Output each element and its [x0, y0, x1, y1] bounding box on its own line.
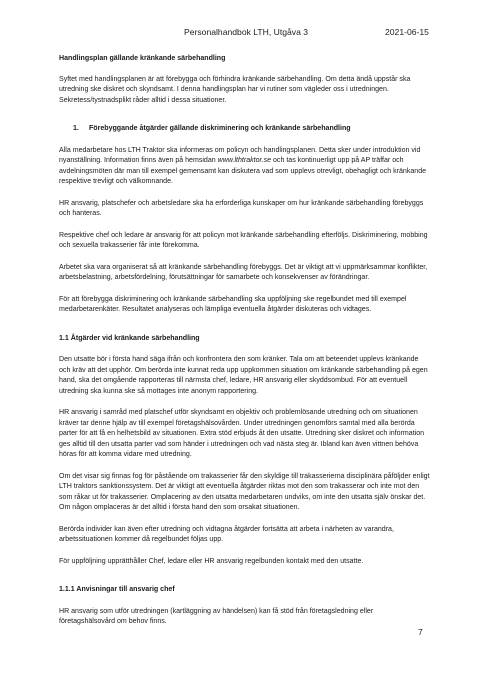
- section-1-paragraph-4: Arbetet ska vara organiserat så att kränkande särbehandling förebyggs. Det är viktigt att vi uppmärksammar konflikter, arbetsbelastning, arbetsfördelning, förutsättningar för samarbete och konsekvenser av förändringar.: [59, 263, 428, 281]
- section-1-1-1-paragraph-1: HR ansvarig som utför utredningen (kartläggning av händelsen) kan få stöd från företagsledning eller företagshälsovård om behov finns.: [59, 607, 374, 625]
- header-date: 2021-06-15: [385, 27, 429, 37]
- section-1-1-paragraph-3: Om det visar sig finnas fog för påstående om trakasserier får den skyldige till trakasserierna disciplinära påföljder enligt LTH traktors sanktionssystem. Det är viktigt att eventuella åtgärder riktas mot den som trakasserar och inte mot den som råkar ut för trakasserier. Omplacering av den utsatta medarbetaren undviks, om inte den utsatta själv önskar det. Om någon omplaceras är det alltid i första hand den som orsakat situationen.: [59, 472, 430, 511]
- s1-p1-text-b: och tas kontinuerligt upp på AP träffar och avdelningsmöten där man till exempel gemensamt kan diskutera vad som upplevs otrevligt, obehagligt och kränkande respektive trevligt och välkomnande.: [59, 157, 427, 185]
- section-1-1-paragraph-1: Den utsatte bör i första hand säga ifrån och konfrontera den som kränker. Tala om att beteendet upplevs kränkande och kräv att det upphör. Om berörda inte kunnat reda upp uppkommen situation om kränkande särbehandling på egen hand, ska det omgående rapporteras till närmsta chef, ledare, HR ansvarig eller skyddsombud. För att eventuell utredning ska kunna ske så mottages inte anonym rapportering.: [59, 356, 428, 395]
- section-1-1-paragraph-4: Berörda individer kan även efter utredning och vidtagna åtgärder fortsätta att arbeta i närheten av varandra, arbetssituationen kommer då regelbundet följas upp.: [59, 525, 394, 543]
- section-1-1-heading: 1.1 Åtgärder vid kränkande särbehandling: [59, 334, 200, 342]
- section-1-1-1-heading: 1.1.1 Anvisningar till ansvarig chef: [59, 586, 175, 593]
- main-heading: Handlingsplan gällande kränkande särbehandling: [59, 55, 226, 62]
- section-1-1-paragraph-5: För uppföljning upprätthåller Chef, ledare eller HR ansvarig regelbunden kontakt med den utsatte.: [59, 557, 364, 565]
- website-link[interactable]: www.lthtraktor.se: [217, 157, 272, 164]
- section-1-title: Förebyggande åtgärder gällande diskriminering och kränkande särbehandling: [89, 125, 351, 132]
- document-body: [59, 54, 431, 628]
- intro-paragraph: Syftet med handlingsplanen är att förebygga och förhindra kränkande särbehandling. Om detta ändå uppstår ska utredning ske diskret och skyndsamt. I denna handlingsplan har vi rutiner som vägleder oss i utredningen. Sekretess/tystnadsplikt råder alltid i dessa situationer.: [59, 75, 411, 104]
- section-1-paragraph-3: Respektive chef och ledare är ansvarig för att policyn mot kränkande särbehandling efterföljs. Diskriminering, mobbing och sexuella trakasserier får inte förekomma.: [59, 231, 428, 249]
- section-1-heading: [59, 124, 431, 135]
- page-number: 7: [418, 627, 423, 637]
- section-1-paragraph-1: [59, 146, 431, 188]
- section-1-paragraph-2: HR ansvarig, platschefer och arbetsledare ska ha erforderliga kunskaper om hur kränkande särbehandling förebyggs och hanteras.: [59, 199, 424, 217]
- s1-p1-text-a: Alla medarbetare hos LTH Traktor ska informeras om policyn och handlingsplanen. Detta sker under introduktion vid nyanställning. Information finns även på hemsidan: [59, 146, 421, 164]
- section-1-paragraph-5: För att förebygga diskriminering och kränkande särbehandling ska uppföljning ske regelbundet med till exempel medarbetarenkäter. Resultatet analyseras och lämpliga eventuella åtgärder diskuteras och vidtages.: [59, 295, 407, 313]
- section-1-number: 1.: [73, 125, 79, 132]
- section-1-1-paragraph-2: HR ansvarig i samråd med platschef utför skyndsamt en objektiv och problemlösande utredning och om situationen kräver tar denne hjälp av till exempel företagshälsovården. Under utredningen genomförs samtal med alla berörda parter för att få en helhetsbild av situationen. Extra stöd erbjuds åt den utsatte. Utredning sker diskret och information ges alltid till den utsatta parter vad som händer i utredningen och vad nästa steg är. Ibland kan även vittnen behöva höras för att komma vidare med utredning.: [59, 409, 425, 458]
- header-title: Personalhandbok LTH, Utgåva 3: [184, 27, 309, 37]
